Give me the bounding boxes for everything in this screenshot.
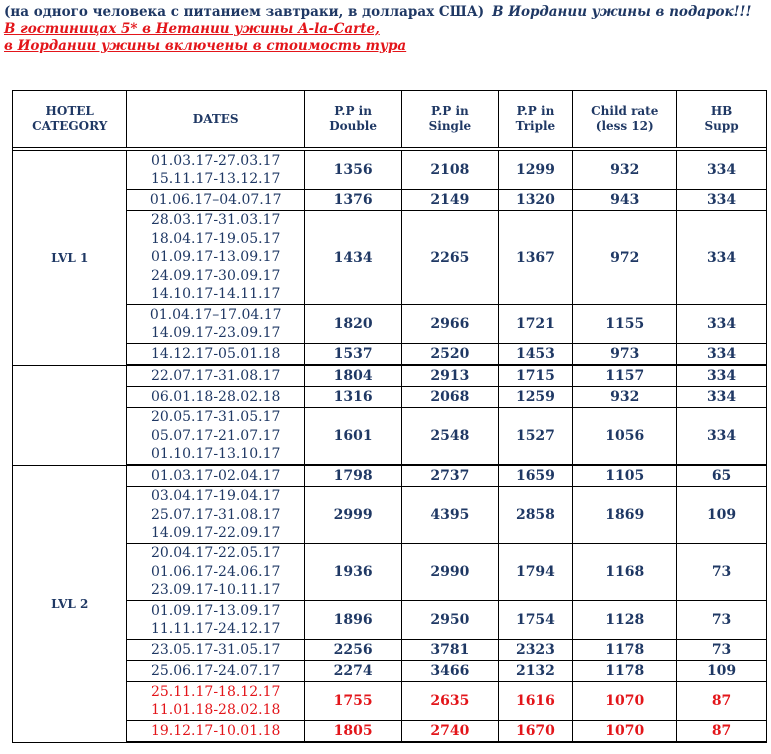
- double-price-cell: 1804: [304, 365, 401, 387]
- double-price-cell: 2274: [304, 661, 401, 682]
- child-rate-cell: 973: [573, 344, 677, 366]
- double-price-cell: 1805: [304, 721, 401, 743]
- hotel-category-cell: LVL 2: [13, 465, 127, 742]
- child-rate-cell: 1178: [573, 661, 677, 682]
- single-price-cell: 2149: [402, 190, 498, 211]
- column-header: DATES: [127, 91, 305, 148]
- column-header: P.P in Triple: [498, 91, 573, 148]
- hb-supp-cell: 334: [677, 151, 767, 190]
- double-price-cell: 1755: [304, 682, 401, 721]
- double-price-cell: 1896: [304, 601, 401, 640]
- double-price-cell: 2999: [304, 487, 401, 544]
- child-rate-cell: 1869: [573, 487, 677, 544]
- dates-cell: 06.01.18-28.02.18: [127, 387, 305, 408]
- column-header: HOTEL CATEGORY: [13, 91, 127, 148]
- dates-cell: 25.06.17-24.07.17: [127, 661, 305, 682]
- hb-supp-cell: 73: [677, 544, 767, 601]
- hb-supp-cell: 334: [677, 387, 767, 408]
- triple-price-cell: 2858: [498, 487, 573, 544]
- single-price-cell: 2913: [402, 365, 498, 387]
- child-rate-cell: 932: [573, 387, 677, 408]
- child-rate-cell: 1155: [573, 305, 677, 344]
- double-price-cell: 1356: [304, 151, 401, 190]
- single-price-cell: 2740: [402, 721, 498, 743]
- double-price-cell: 1798: [304, 465, 401, 487]
- triple-price-cell: 1754: [498, 601, 573, 640]
- dates-cell: 28.03.17-31.03.17 18.04.17-19.05.17 01.09.17-13.09.17 24.09.17-30.09.17 14.10.17-14.11.17: [127, 211, 305, 305]
- triple-price-cell: 1527: [498, 408, 573, 466]
- hb-supp-cell: 109: [677, 487, 767, 544]
- dates-cell: 01.04.17–17.04.17 14.09.17-23.09.17: [127, 305, 305, 344]
- child-rate-cell: 1070: [573, 682, 677, 721]
- triple-price-cell: 1367: [498, 211, 573, 305]
- child-rate-cell: 1056: [573, 408, 677, 466]
- dates-cell: 01.03.17-02.04.17: [127, 465, 305, 487]
- table-row: [13, 465, 767, 487]
- child-rate-cell: 1168: [573, 544, 677, 601]
- hb-supp-cell: 109: [677, 661, 767, 682]
- double-price-cell: 2256: [304, 640, 401, 661]
- hb-supp-cell: 73: [677, 601, 767, 640]
- child-rate-cell: 1105: [573, 465, 677, 487]
- single-price-cell: 3781: [402, 640, 498, 661]
- triple-price-cell: 1320: [498, 190, 573, 211]
- table-row: [13, 365, 767, 387]
- table-row: [13, 151, 767, 190]
- dates-cell: 03.04.17-19.04.17 25.07.17-31.08.17 14.09.17-22.09.17: [127, 487, 305, 544]
- dates-cell: 22.07.17-31.08.17: [127, 365, 305, 387]
- child-rate-cell: 943: [573, 190, 677, 211]
- hb-supp-cell: 334: [677, 305, 767, 344]
- child-rate-cell: 1157: [573, 365, 677, 387]
- single-price-cell: 2520: [402, 344, 498, 366]
- table-header-row: [13, 91, 767, 148]
- double-price-cell: 1376: [304, 190, 401, 211]
- subtitle-line: [4, 4, 751, 20]
- double-price-cell: 1537: [304, 344, 401, 366]
- child-rate-cell: 1178: [573, 640, 677, 661]
- dates-cell: 01.09.17-13.09.17 11.11.17-24.12.17: [127, 601, 305, 640]
- single-price-cell: 2068: [402, 387, 498, 408]
- single-price-cell: 2108: [402, 151, 498, 190]
- single-price-cell: 2635: [402, 682, 498, 721]
- column-header: P.P in Single: [402, 91, 498, 148]
- single-price-cell: 3466: [402, 661, 498, 682]
- dinner-note-jordan: в Иордании ужины включены в стоимость тура: [4, 38, 407, 54]
- dates-cell: 23.05.17-31.05.17: [127, 640, 305, 661]
- hotel-category-cell: LVL 1: [13, 151, 127, 366]
- dates-cell: 25.11.17-18.12.17 11.01.18-28.02.18: [127, 682, 305, 721]
- hb-supp-cell: 87: [677, 721, 767, 743]
- hb-supp-cell: 334: [677, 365, 767, 387]
- single-price-cell: 2737: [402, 465, 498, 487]
- dates-cell: 20.05.17-31.05.17 05.07.17-21.07.17 01.10.17-13.10.17: [127, 408, 305, 466]
- column-header: HB Supp: [677, 91, 767, 148]
- triple-price-cell: 1659: [498, 465, 573, 487]
- child-rate-cell: 1128: [573, 601, 677, 640]
- single-price-cell: 2990: [402, 544, 498, 601]
- dates-cell: 14.12.17-05.01.18: [127, 344, 305, 366]
- triple-price-cell: 1616: [498, 682, 573, 721]
- hotel-category-cell: [13, 365, 127, 465]
- triple-price-cell: 2323: [498, 640, 573, 661]
- single-price-cell: 2950: [402, 601, 498, 640]
- column-header: P.P in Double: [304, 91, 401, 148]
- hb-supp-cell: 334: [677, 190, 767, 211]
- triple-price-cell: 1794: [498, 544, 573, 601]
- hb-supp-cell: 334: [677, 344, 767, 366]
- double-price-cell: 1601: [304, 408, 401, 466]
- hb-supp-cell: 334: [677, 408, 767, 466]
- hb-supp-cell: 73: [677, 640, 767, 661]
- triple-price-cell: 1259: [498, 387, 573, 408]
- column-header: Child rate (less 12): [573, 91, 677, 148]
- triple-price-cell: 1721: [498, 305, 573, 344]
- dinner-note-netanya: В гостиницах 5* в Нетании ужины A-la-Carte,: [4, 21, 380, 37]
- table-body: [13, 148, 767, 743]
- triple-price-cell: 1453: [498, 344, 573, 366]
- dates-cell: 01.06.17–04.07.17: [127, 190, 305, 211]
- hb-supp-cell: 87: [677, 682, 767, 721]
- subtitle-main: (на одного человека с питанием завтраки, в долларах США): [4, 4, 485, 20]
- hb-supp-cell: 65: [677, 465, 767, 487]
- double-price-cell: 1936: [304, 544, 401, 601]
- dates-cell: 19.12.17-10.01.18: [127, 721, 305, 743]
- double-price-cell: 1820: [304, 305, 401, 344]
- single-price-cell: 2265: [402, 211, 498, 305]
- triple-price-cell: 1670: [498, 721, 573, 743]
- price-table: [12, 90, 767, 743]
- child-rate-cell: 972: [573, 211, 677, 305]
- child-rate-cell: 932: [573, 151, 677, 190]
- dates-cell: 20.04.17-22.05.17 01.06.17-24.06.17 23.09.17-10.11.17: [127, 544, 305, 601]
- single-price-cell: 4395: [402, 487, 498, 544]
- subtitle-note: В Иордании ужины в подарок!!!: [492, 4, 752, 20]
- triple-price-cell: 1299: [498, 151, 573, 190]
- double-price-cell: 1434: [304, 211, 401, 305]
- hb-supp-cell: 334: [677, 211, 767, 305]
- child-rate-cell: 1070: [573, 721, 677, 743]
- double-price-cell: 1316: [304, 387, 401, 408]
- triple-price-cell: 2132: [498, 661, 573, 682]
- dates-cell: 01.03.17-27.03.17 15.11.17-13.12.17: [127, 151, 305, 190]
- triple-price-cell: 1715: [498, 365, 573, 387]
- single-price-cell: 2966: [402, 305, 498, 344]
- single-price-cell: 2548: [402, 408, 498, 466]
